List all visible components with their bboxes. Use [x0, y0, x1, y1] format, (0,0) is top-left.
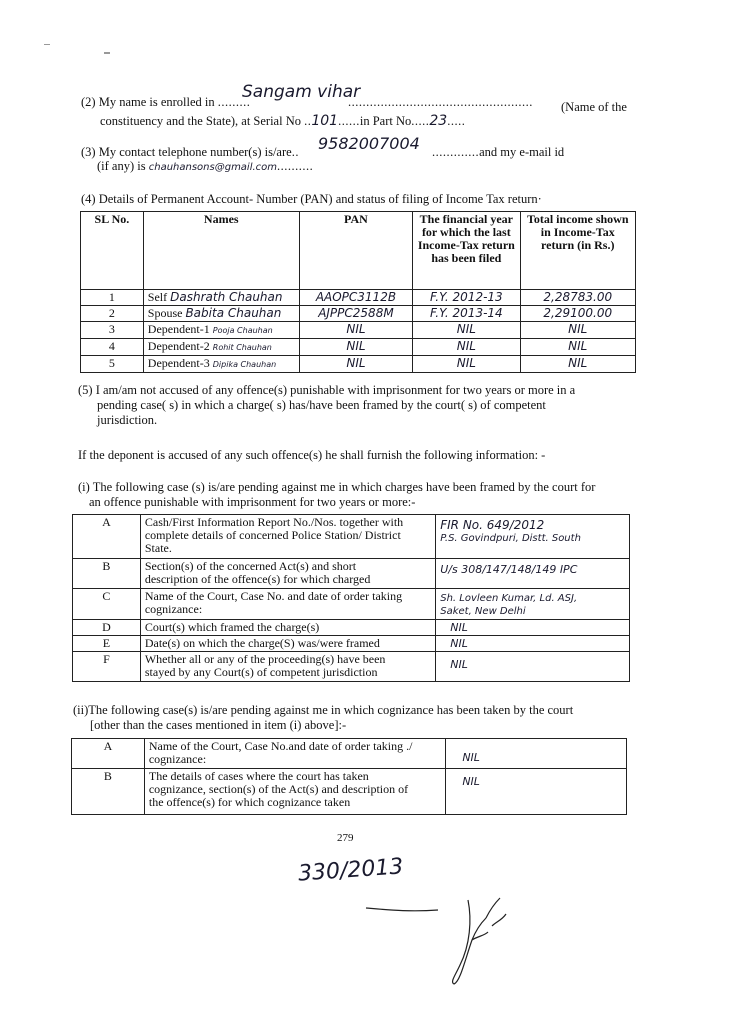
header-pan: PAN [299, 212, 412, 290]
pan-value: NIL [299, 356, 412, 373]
name-cell [143, 356, 299, 373]
relation-label: Dependent-2 [147, 339, 210, 353]
row-letter: F [73, 652, 141, 682]
row-letter: B [73, 559, 141, 589]
table-row [73, 620, 630, 636]
item2-text: in Part No [359, 114, 412, 128]
deponent-note: If the deponent is accused of any such offence(s) he shall furnish the following information: - [78, 448, 546, 462]
pan-value: NIL [299, 339, 412, 356]
row-description [140, 589, 435, 620]
description-line: The details of cases where the court has taken [148, 769, 369, 783]
row-description [144, 769, 445, 815]
description-line: State. [144, 541, 172, 555]
item2-line2 [100, 114, 465, 128]
income-value: NIL [520, 339, 636, 356]
scan-speck [44, 44, 50, 45]
table-row [81, 306, 636, 322]
table-row [73, 636, 630, 652]
email-handwriting: chauhansons@gmail.com [148, 162, 278, 173]
relation-label: Dependent-3 [147, 356, 210, 370]
fy-value: NIL [413, 339, 520, 356]
value-line: NIL [450, 637, 468, 650]
row-value [436, 559, 630, 589]
phone-handwriting: 9582007004 [318, 134, 420, 153]
row-description [140, 620, 435, 636]
dots: ......... [217, 95, 251, 109]
relation-label: Self [147, 290, 168, 304]
table-row [81, 322, 636, 339]
item5-line3: jurisdiction. [97, 413, 158, 427]
scan-speck [104, 52, 110, 54]
signature [360, 890, 530, 990]
description-line: complete details of concerned Police Station/ District [144, 528, 401, 542]
item-i-line2: an offence punishable with imprisonment for two years or more:- [89, 495, 416, 509]
name-cell [143, 290, 299, 306]
name-cell [143, 322, 299, 339]
row-letter: A [73, 515, 141, 559]
row-description [140, 636, 435, 652]
item2-name-of-the: (Name of the [561, 100, 627, 114]
header-names: Names [143, 212, 299, 290]
sl-no: 4 [81, 339, 144, 356]
row-letter: A [72, 739, 145, 769]
item3-text: and my e-mail id [479, 145, 565, 159]
name-handwriting: Babita Chauhan [185, 306, 282, 320]
description-line: Name of the Court, Case No. and date of order taking [144, 589, 403, 603]
row-description [140, 559, 435, 589]
sl-no: 3 [81, 322, 144, 339]
dots: .......... [277, 159, 314, 173]
table-row [81, 339, 636, 356]
value-line: FIR No. 649/2012 [440, 518, 545, 532]
item5-line1: (5) I am/am not accused of any offence(s) punishable with imprisonment for two years or more in a [78, 383, 576, 397]
table-row [72, 739, 627, 769]
description-line: stayed by any Court(s) of competent jurisdiction [144, 665, 378, 679]
dots: ...... [338, 114, 360, 128]
description-line: Section(s) of the concerned Act(s) and short [144, 559, 357, 573]
fy-value: NIL [413, 356, 520, 373]
row-description [144, 739, 445, 769]
page-number: 279 [337, 832, 354, 844]
dots: ................................................... [348, 95, 533, 109]
handwritten-page-note: 330/2013 [297, 854, 405, 887]
pan-table-header-row [81, 212, 636, 290]
dots: .. [304, 114, 312, 128]
income-value: 2,28783.00 [520, 290, 636, 306]
table-row [73, 589, 630, 620]
item2-text: constituency and the State), at Serial No [100, 114, 301, 128]
table-row [73, 652, 630, 682]
row-value [436, 589, 630, 620]
name-handwriting: Dipika Chauhan [212, 360, 277, 369]
row-letter: E [73, 636, 141, 652]
item-ii-line1: (ii)The following case(s) is/are pending against me in which cognizance has been taken by the court [73, 703, 574, 717]
charges-framed-table [72, 514, 630, 682]
item3-text: (3) My contact telephone number(s) is/are [81, 145, 292, 159]
table-row [72, 769, 627, 815]
cognizance-table [71, 738, 627, 815]
row-description [140, 515, 435, 559]
table-row [81, 356, 636, 373]
row-value: NIL [446, 769, 627, 815]
sl-no: 2 [81, 306, 144, 322]
item-ii-line2: [other than the cases mentioned in item (i) above]:- [90, 718, 347, 732]
pan-table [80, 211, 636, 373]
name-handwriting: Dashrath Chauhan [170, 290, 283, 304]
table-row [73, 515, 630, 559]
fy-value: NIL [413, 322, 520, 339]
item2-text: (2) My name is enrolled in [81, 95, 215, 109]
name-cell [143, 306, 299, 322]
income-value: NIL [520, 322, 636, 339]
description-line: cognizance, section(s) of the Act(s) and description of [148, 782, 409, 796]
serial-handwriting: 101 [311, 113, 339, 129]
value-line: Saket, New Delhi [440, 606, 526, 617]
row-value [436, 515, 630, 559]
dots: .. [291, 145, 299, 159]
header-financial-year: The financial year for which the last Income-Tax return has been filed [413, 212, 520, 290]
item2-line1 [81, 95, 250, 109]
value-line: P.S. Govindpuri, Distt. South [440, 533, 581, 544]
row-letter: D [73, 620, 141, 636]
description-line: description of the offence(s) for which charged [144, 572, 371, 586]
fy-value: F.Y. 2012-13 [413, 290, 520, 306]
description-line: cognizance: [148, 752, 207, 766]
value-line: NIL [450, 658, 468, 671]
item-i-line1: (i) The following case (s) is/are pending against me in which charges have been framed by the court for [78, 480, 596, 494]
value-line: NIL [450, 621, 468, 634]
income-value: 2,29100.00 [520, 306, 636, 322]
description-line: the offence(s) for which cognizance taken [148, 795, 351, 809]
description-line: Name of the Court, Case No.and date of order taking ./ [148, 739, 413, 753]
item3-line1 [81, 145, 299, 159]
sl-no: 5 [81, 356, 144, 373]
relation-label: Spouse [147, 306, 183, 320]
dots: ..... [411, 114, 430, 128]
sl-no: 1 [81, 290, 144, 306]
item5-line2: pending case( s) in which a charge( s) has/have been framed by the court( s) of competent [97, 398, 546, 412]
relation-label: Dependent-1 [147, 322, 210, 336]
description-line: Cash/First Information Report No./Nos. together with [144, 515, 404, 529]
header-sl-no: SL No. [81, 212, 144, 290]
row-value: NIL [446, 739, 627, 769]
value-line: Sh. Lovleen Kumar, Ld. ASJ, [440, 593, 578, 604]
item3-line2 [97, 159, 313, 175]
table-row [73, 559, 630, 589]
item3-email-label [432, 145, 564, 159]
description-line: Whether all or any of the proceeding(s) have been [144, 652, 386, 666]
item4-heading: (4) Details of Permanent Account- Number (PAN) and status of filing of Income Tax return· [81, 192, 542, 206]
item3-text: (if any) is [97, 159, 146, 173]
row-value [436, 636, 630, 652]
value-line: U/s 308/147/148/149 IPC [440, 563, 578, 576]
dots: ............. [432, 145, 480, 159]
income-value: NIL [520, 356, 636, 373]
dots: ..... [447, 114, 466, 128]
row-value [436, 652, 630, 682]
row-letter: C [73, 589, 141, 620]
part-no-handwriting: 23 [429, 113, 448, 129]
header-total-income: Total income shown in Income-Tax return (in Rs.) [520, 212, 636, 290]
pan-value: NIL [299, 322, 412, 339]
description-line: Court(s) which framed the charge(s) [144, 620, 320, 634]
name-handwriting: Pooja Chauhan [212, 326, 273, 335]
description-line: cognizance: [144, 602, 203, 616]
description-line: Date(s) on which the charge(S) was/were framed [144, 636, 380, 650]
name-handwriting: Rohit Chauhan [212, 343, 272, 352]
pan-value: AAOPC3112B [299, 290, 412, 306]
row-letter: B [72, 769, 145, 815]
row-value [436, 620, 630, 636]
table-row [81, 290, 636, 306]
name-cell [143, 339, 299, 356]
constituency-handwriting: Sangam vihar [242, 82, 361, 102]
pan-value: AJPPC2588M [299, 306, 412, 322]
row-description [140, 652, 435, 682]
fy-value: F.Y. 2013-14 [413, 306, 520, 322]
